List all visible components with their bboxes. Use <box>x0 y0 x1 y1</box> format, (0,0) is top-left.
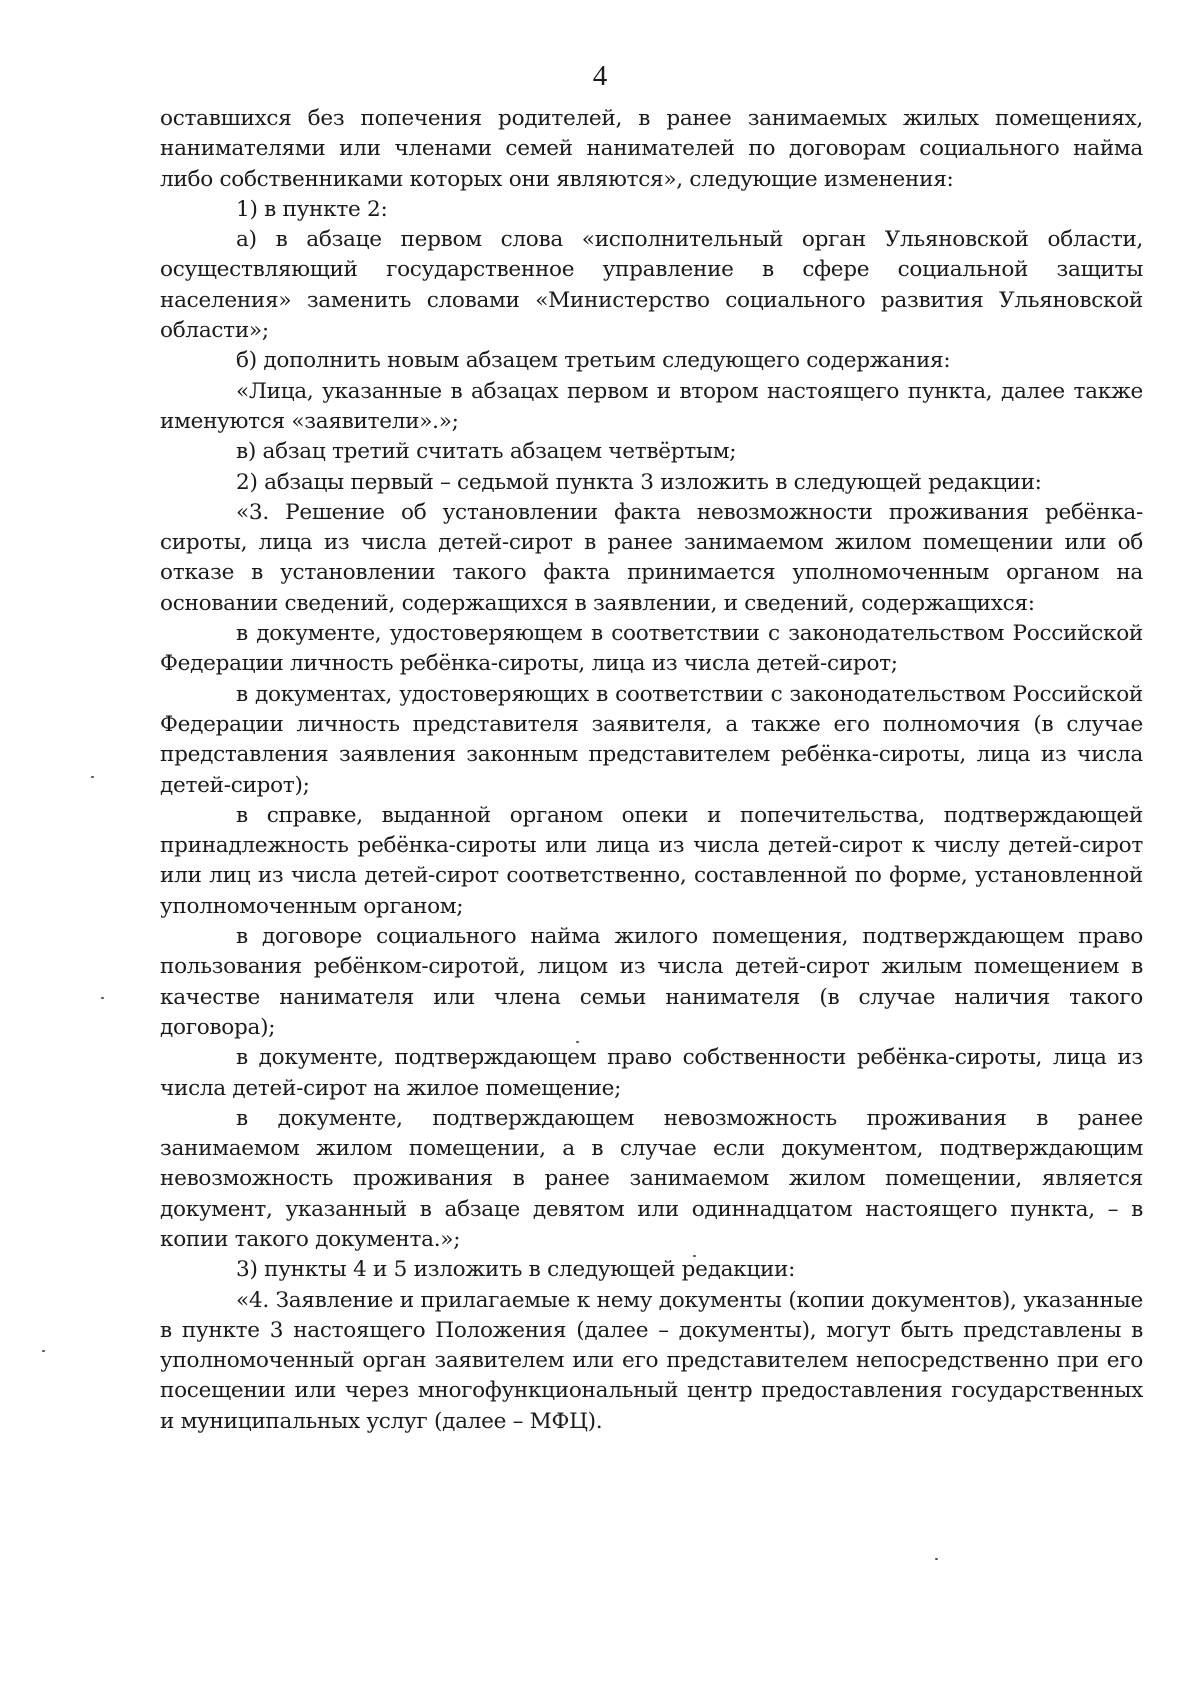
paragraph-ownership-document: в документе, подтверждающем право собственности ребёнка-сироты, лица из числа детей-сирот на жилое помещение; <box>160 1045 1143 1101</box>
scan-speck <box>576 1041 579 1043</box>
paragraph-subitem-a: а) в абзаце первом слова «исполнительный орган Ульяновской области, осуществляющий государственное управление в сфере социальной защиты населения» заменить словами «Министерство социального развития Ульяновской области»; <box>160 227 1143 344</box>
paragraph-identity-document: в документе, удостоверяющем в соответствии с законодательством Российской Федерации личность ребёнка-сироты, лица из числа детей-сирот; <box>160 621 1143 677</box>
paragraph-item-1: 1) в пункте 2: <box>236 196 388 222</box>
scan-speck <box>101 997 104 999</box>
scan-speck <box>693 1255 696 1257</box>
paragraph-subitem-v: в) абзац третий считать абзацем четвёртым; <box>236 439 737 465</box>
paragraph-subitem-b: б) дополнить новым абзацем третьим следующего содержания: <box>236 348 951 374</box>
document-body <box>160 104 1143 1437</box>
paragraph-clause-4: «4. Заявление и прилагаемые к нему документы (копии документов), указанные в пункте 3 настоящего Положения (далее – документы), могут быть представлены в уполномоченный орган заявителем или его представителем непосредственно при его посещении или через многофункциональный центр предоставления государственных и муниципальных услуг (далее – МФЦ). <box>160 1287 1143 1434</box>
page-number: 4 <box>592 60 608 92</box>
paragraph-item-2: 2) абзацы первый – седьмой пункта 3 изложить в следующей редакции: <box>236 469 1042 495</box>
scan-speck <box>42 1350 45 1352</box>
paragraph-continuation: оставшихся без попечения родителей, в ранее занимаемых жилых помещениях, нанимателями или членами семей нанимателей по договорам социального найма либо собственниками которых они являются», следующие изменения: <box>160 106 1143 192</box>
paragraph-impossibility-document: в документе, подтверждающем невозможность проживания в ранее занимаемом жилом помещении, а в случае если документом, подтверждающим невозможность проживания в ранее занимаемом жилом помещении, является документ, указанный в абзаце девятом или одиннадцатом настоящего пункта, – в копии такого документа.»; <box>160 1105 1143 1252</box>
paragraph-quote-applicants: «Лица, указанные в абзацах первом и втором настоящего пункта, далее также именуются «заявители».»; <box>160 378 1143 434</box>
paragraph-representative-documents: в документах, удостоверяющих в соответствии с законодательством Российской Федерации личность представителя заявителя, а также его полномочия (в случае представления заявления законным представителем ребёнка-сироты, лица из числа детей-сирот); <box>160 681 1143 798</box>
paragraph-clause-3: «3. Решение об установлении факта невозможности проживания ребёнка-сироты, лица из числа детей-сирот в ранее занимаемом жилом помещении или об отказе в установлении такого факта принимается уполномоченным органом на основании сведений, содержащихся в заявлении, и сведений, содержащихся: <box>160 499 1143 616</box>
paragraph-item-3: 3) пункты 4 и 5 изложить в следующей редакции: <box>236 1257 796 1283</box>
scan-speck <box>91 776 94 778</box>
scan-speck <box>935 1558 938 1560</box>
paragraph-guardianship-certificate: в справке, выданной органом опеки и попечительства, подтверждающей принадлежность ребёнка-сироты или лица из числа детей-сирот к числу детей-сирот или лиц из числа детей-сирот соответственно, составленной по форме, установленной уполномоченным органом; <box>160 802 1143 919</box>
paragraph-social-lease-agreement: в договоре социального найма жилого помещения, подтверждающем право пользования ребёнком-сиротой, лицом из числа детей-сирот жилым помещением в качестве нанимателя или члена семьи нанимателя (в случае наличия такого договора); <box>160 924 1143 1040</box>
